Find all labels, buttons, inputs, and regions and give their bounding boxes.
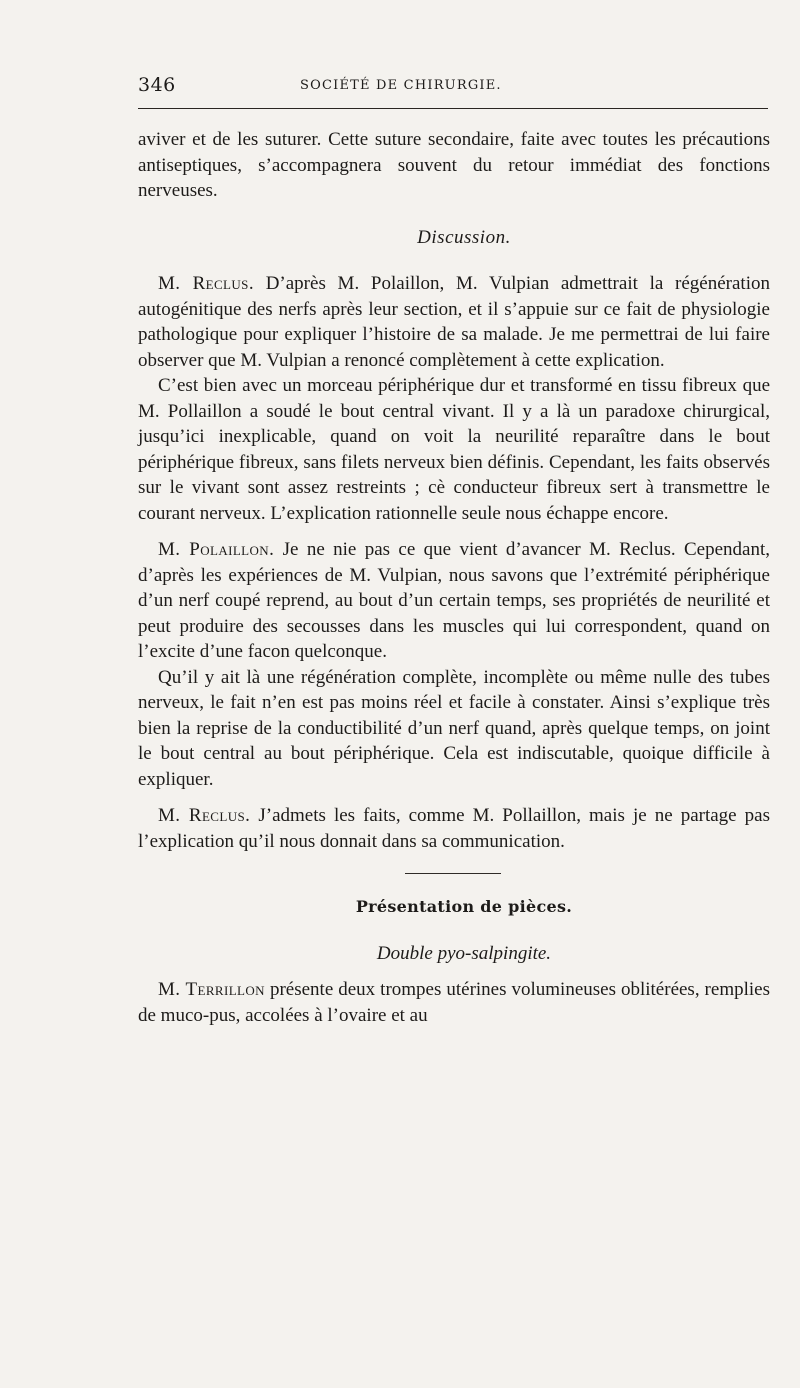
paragraph-text: J’admets les faits, comme M. Pollaillon, mais je ne partage pas l’explication qu’il nous donnait dans sa communication.: [138, 805, 770, 852]
discussion-heading: Discussion.: [417, 226, 511, 248]
speaker-name: M. Reclus.: [158, 273, 254, 294]
spacer: [138, 966, 770, 977]
speaker-name: M. Terrillon: [158, 979, 265, 1000]
section-divider-wrap: [138, 854, 770, 894]
spacer: [138, 250, 770, 271]
speaker-name: M. Reclus.: [158, 805, 251, 826]
page-number: 346: [138, 74, 176, 96]
paragraph-text: présente deux trompes utérines volumineuses oblitérées, remplies de muco-pus, accolées à l’ovaire et au: [138, 979, 770, 1026]
polaillon-paragraph-1: [138, 537, 770, 665]
paragraph-text: D’après M. Polaillon, M. Vulpian admettrait la régénération autogénitique des nerfs après leur section, et il s’appuie sur ce fait de physiologie pathologique pour expliquer l’histoire de sa malade. Je me permettrai de lui faire observer que M. Vulpian a renoncé complètement à cette explication.: [138, 273, 770, 371]
journal-title: SOCIÉTÉ DE CHIRURGIE.: [300, 78, 502, 93]
spacer: [138, 920, 770, 941]
paragraph-text: Je ne nie pas ce que vient d’avancer M. Reclus. Cependant, d’après les expériences de M. Vulpian, nous savons que l’extrémité périphérique d’un nerf coupé reprend, au bout d’un certain temps, ses propriétés de neurilité et peut produire des secousses dans les muscles qui lui correspondent, quand on l’excite d’une facon quelconque.: [138, 539, 770, 662]
spacer: [138, 526, 770, 537]
reclus-paragraph-1: [138, 271, 770, 373]
polaillon-paragraph-2: Qu’il y ait là une régénération complète, incomplète ou même nulle des tubes nerveux, le fait n’en est pas moins réel et facile à constater. Ainsi s’explique très bien la reprise de la conductibilité d’un nerf quand, après quelque temps, on joint le bout central au bout périphérique. Cela est indiscutable, quoique difficile à expliquer.: [138, 666, 770, 790]
running-head: [138, 74, 768, 102]
spacer: [138, 792, 770, 803]
speaker-name: M. Polaillon.: [158, 539, 275, 560]
spacer: [138, 204, 770, 225]
continued-paragraph: aviver et de les suturer. Cette suture secondaire, faite avec toutes les précautions antiseptiques, s’accompagnera souvent du retour immédiat des fonctions nerveuses.: [138, 129, 770, 201]
reclus-paragraph-2: C’est bien avec un morceau périphérique dur et transformé en tissu fibreux que M. Pollaillon a soudé le bout central vivant. Il y a là un paradoxe chirurgical, jusqu’ici inexplicable, quand on voit la neurilité reparaître dans le bout périphérique fibreux, sans filets nerveux bien définis. Cependant, les faits observés sur le vivant sont assez restreints ; cè conducteur fibreux sert à transmettre le courant nerveux. L’explication rationnelle seule nous échappe encore.: [138, 375, 770, 524]
terrillon-paragraph: [138, 977, 770, 1028]
presentation-heading: Présentation de pièces.: [355, 897, 573, 916]
header-rule: [138, 108, 768, 109]
case-heading: Double pyo-salpingite.: [376, 942, 552, 964]
page-body: [138, 127, 770, 1028]
reclus-paragraph-3: [138, 803, 770, 854]
section-divider: [405, 873, 501, 874]
